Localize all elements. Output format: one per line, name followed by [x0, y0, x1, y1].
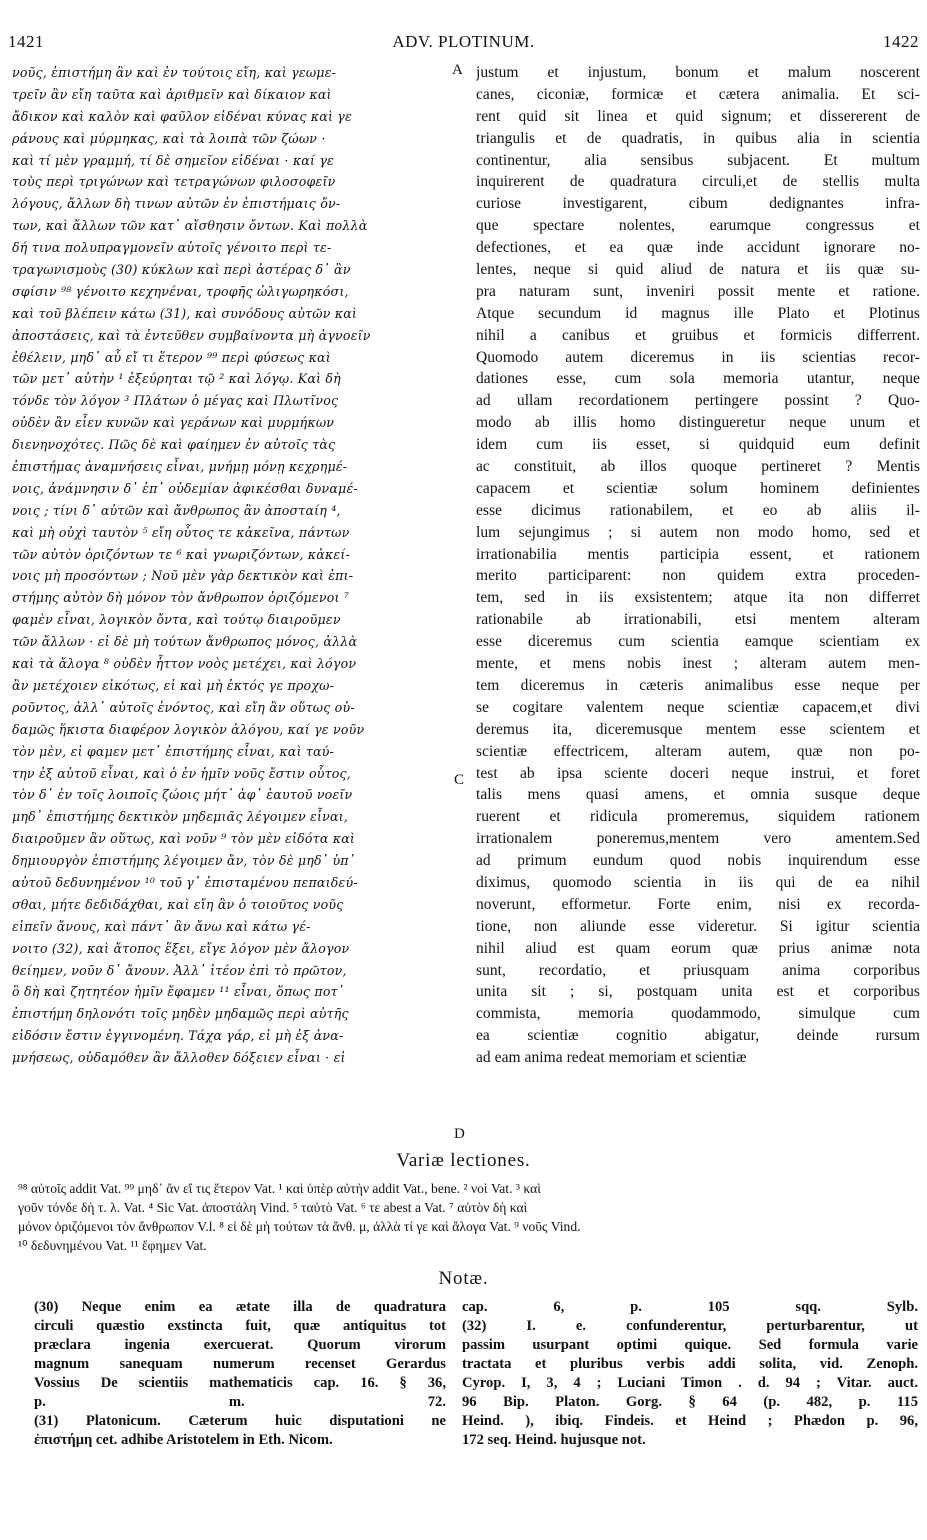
- latin-text-line: Quomodo autem diceremus in iis scientias recor-: [476, 348, 920, 366]
- note-line: 96 Bip. Platon. Gorg. § 64 (p. 482, p. 115: [462, 1394, 918, 1410]
- note-line: præclara ingenia exercuerat. Quorum virorum: [34, 1337, 446, 1353]
- greek-text-line: καὶ τοῦ βλέπειν κάτω (31), καὶ συνόδους αὐτῶν καὶ: [12, 305, 358, 321]
- note-line: ἐπιστήμη cet. adhibe Aristotelem in Eth. Nicom.: [34, 1432, 333, 1448]
- greek-text-line: εἰδόσιν ἔστιν ἐγγινομένη. Τάχα γάρ, εἰ μὴ ἐξ ἀνα-: [12, 1028, 344, 1044]
- greek-text-line: τὸν δ᾽ ἐν τοῖς λοιποῖς ζώοις μήτ᾽ ἀφ᾽ ἑαυτοῦ νοεῖν: [12, 787, 353, 803]
- latin-text-line: irrationabilia mentis participia essent, et rationem: [476, 545, 920, 563]
- greek-text-line: σθαι, μήτε δεδιδάχθαι, καὶ εἴη ἂν ὁ τοιοῦτος νοῦς: [12, 896, 344, 912]
- note-line: Vossius De scientiis mathematicis cap. 16. § 36,: [34, 1375, 446, 1391]
- varia-title: Variæ lectiones.: [396, 1150, 531, 1171]
- latin-text-line: scientiæ effectricem, alteram autem, quæ non po-: [476, 742, 920, 760]
- greek-text-line: μηδ᾽ ἐπιστήμης δεκτικὸν μηδεμιᾶς λέγοιμεν εἶναι,: [12, 809, 349, 825]
- greek-text-line: εἰπεῖν ἄνους, καὶ πάντ᾽ ἂν ἄνω καὶ κάτω γέ-: [12, 918, 311, 934]
- note-line: passim usurpant optimi quique. Sed formula varie: [462, 1337, 918, 1353]
- greek-text-column: [12, 62, 450, 1069]
- latin-text-line: tem diceremus in cæteris animalibus esse neque per: [476, 676, 920, 694]
- greek-text-line: αὐτοῦ δεδυνημένον ¹⁰ τοῦ γ᾽ ἐπισταμένου πεπαιδεύ-: [12, 874, 358, 890]
- greek-text-line: καὶ μὴ οὐχὶ ταυτὸν ⁵ εἴη οὗτος τε κἀκεῖνα, πάντων: [12, 524, 350, 540]
- note-line: circuli quæstio exstincta fuit, quæ antiquitus tot: [34, 1318, 446, 1334]
- notes-right-column: [462, 1298, 918, 1450]
- latin-text-line: tem, sed in iis exsistentem; atque ita non differret: [476, 589, 920, 607]
- greek-text-line: νοις ; τίνι δ᾽ αὐτῶν καὶ ἄνθρωπος ἂν ἀποσταίη ⁴,: [12, 502, 341, 518]
- latin-text-line: ruerent et ridicula promeremus, siquidem rationem: [476, 808, 920, 826]
- greek-text-line: των, καὶ ἄλλων τῶν κατ᾽ αἴσθησιν ὄντων. Καὶ πολλὰ: [12, 218, 368, 234]
- greek-text-line: τοὺς περὶ τριγώνων καὶ τετραγώνων φιλοσοφεῖν: [12, 174, 336, 190]
- greek-text-line: δαμῶς ἥκιστα διαφέρον λογικὸν ἀλόγου, καί γε νοῦν: [12, 721, 365, 737]
- latin-text-line: rent quid sit linea et quid signum; et dissererent de: [476, 107, 920, 125]
- variae-lectiones: [18, 1179, 918, 1255]
- latin-text-line: idem cum iis esset, si quidquid eum definit: [476, 436, 920, 454]
- greek-text-line: τόνδε τὸν λόγον ³ Πλάτων ὁ μέγας καὶ Πλωτῖνος: [12, 393, 339, 409]
- latin-text-line: unita sit ; si, postquam unita est et corporibus: [476, 983, 920, 1001]
- note-line: cap. 6, p. 105 sqq. Sylb.: [462, 1299, 918, 1315]
- latin-text-line: continentur, alia sensibus subjacent. Et multum: [476, 151, 920, 169]
- latin-text-line: deremus ita, diceremusque mentem esse scientem et: [476, 720, 920, 738]
- latin-text-line: ea scientiæ cognitio abigatur, deinde rursum: [476, 1027, 920, 1045]
- latin-text-line: dationes esse, cum sola memoria utantur, neque: [476, 370, 920, 388]
- greek-text-line: ἂν μετέχοιεν εἰκότως, εἰ καὶ μὴ ἐκτός γε προχω-: [12, 677, 335, 693]
- latin-text-line: se cogitare valentem neque scientiæ capacem,et divi: [476, 698, 920, 716]
- greek-text-line: τραγωνισμοὺς (30) κύκλων καὶ περὶ ἀστέρας δ᾽ ἂν: [12, 262, 351, 278]
- note-line: magnum sanequam numerum recenset Gerardus: [34, 1356, 446, 1372]
- latin-text-line: rationabile ab irrationabili, etsi mentem alteram: [476, 611, 920, 629]
- greek-text-line: την ἐξ αὐτοῦ εἶναι, καὶ ὁ ἐν ἡμῖν νοῦς ἔστιν οὗτος,: [12, 765, 351, 781]
- note-line: p. m. 72.: [34, 1394, 446, 1410]
- greek-text-line: νοιτο (32), καὶ ἄτοπος ἕξει, εἴγε λόγον μὲν ἄλογον: [12, 940, 350, 956]
- running-title: ADV. PLOTINUM.: [392, 32, 535, 51]
- varia-line: ⁹⁸ αὐτοῖς addit Vat. ⁹⁹ μηδ᾽ ἄν εἴ τις ἕτερον Vat. ¹ καὶ ὑπὲρ αὐτὴν addit Vat., bene. ² νοὶ Vat. ³ καὶ: [18, 1181, 541, 1196]
- varia-line: γοῦν τόνδε δὴ τ. λ. Vat. ⁴ Sic Vat. ἀποστάλη Vind. ⁵ ταὐτὸ Vat. ⁶ τε abest a Vat. ⁷ αὐτὸν δὴ καὶ: [18, 1200, 528, 1215]
- greek-text-line: σφίσιν ⁹⁸ γένοιτο κεχηνέναι, τροφῆς ὠλιγωρηκόσι,: [12, 283, 349, 299]
- note-line: (32) I. e. confunderentur, perturbarentur, ut: [462, 1318, 918, 1334]
- latin-text-line: tione, non aliunde esse videretur. Si igitur scientia: [476, 917, 920, 935]
- latin-text-line: nihil a canibus et gruibus et formicis differrent.: [476, 326, 920, 344]
- latin-text-line: lum sejungimus ; si autem non modo homo, sed et: [476, 523, 920, 541]
- section-marker-a: A: [452, 62, 463, 78]
- latin-text-column: [476, 62, 920, 1069]
- greek-text-line: νοῦς, ἐπιστήμη ἂν καὶ ἐν τούτοις εἴη, καὶ γεωμε-: [12, 65, 337, 80]
- greek-text-line: διενηνοχότες. Πῶς δὲ καὶ φαίημεν ἐν αὐτοῖς τὰς: [12, 437, 336, 453]
- latin-text-line: ac constituit, ab illos quoque pertineret ? Mentis: [476, 458, 920, 476]
- greek-text-line: τὸν μὲν, εἰ φαμεν μετ᾽ ἐπιστήμης εἶναι, καὶ ταύ-: [12, 743, 335, 759]
- latin-text-line: noverunt, efformetur. Forte enim, nisi ex recorda-: [476, 895, 920, 913]
- greek-text-line: ροῦντος, ἀλλ᾽ αὐτοῖς ἐνόντος, καὶ εἴη ἂν οὕτως οὐ-: [12, 699, 355, 715]
- greek-text-line: νοις, ἀνάμνησιν δ᾽ ἐπ᾽ οὐδεμίαν ἀφικέσθαι δυναμέ-: [12, 480, 358, 496]
- latin-text-line: esse dicimus rationabilem, et eo ab aliis il-: [476, 501, 920, 519]
- greek-text-line: ἀποστάσεις, καὶ τὰ ἐντεῦθεν συμβαίνοντα μὴ ἀγνοεῖν: [12, 327, 371, 343]
- latin-text-line: curiose investigarent, cibum dedignantes infra-: [476, 195, 920, 213]
- section-marker-d: D: [454, 1126, 465, 1142]
- note-line: (31) Platonicum. Cæterum huic disputationi ne: [34, 1413, 446, 1429]
- greek-text-line: δή τινα πολυπραγμονεῖν αὐτοῖς γένοιτο περὶ τε-: [12, 240, 332, 256]
- latin-text-line: sunt, recordatio, et priusquam anima corporibus: [476, 961, 920, 979]
- latin-text-line: talis mens quasi amens, et omnia susque deque: [476, 786, 920, 804]
- greek-text-line: θείημεν, νοῦν δ᾽ ἄνουν. Ἀλλ᾽ ἰτέον ἐπὶ τὸ πρῶτον,: [12, 962, 347, 978]
- varia-line: μόνον ὁριζόμενοι τὸν ἄνθρωπον V.l. ⁸ εἰ δὲ μὴ τούτων τὰ ἄνθ. μ, ἀλλὰ τί γε καὶ ἄλογα Vat. ⁹ νοῦς Vind.: [18, 1219, 581, 1234]
- greek-text-line: ἐπιστήμας ἀναμνήσεις εἶναι, μνήμῃ μόνῃ κεχρημέ-: [12, 459, 348, 475]
- greek-text-line: ἐπιστήμη δηλονότι τοῖς μηδὲν μηδαμῶς περὶ αὐτῆς: [12, 1006, 349, 1022]
- latin-text-line: pra naturam sunt, inveniri possit mente et ratione.: [476, 282, 920, 300]
- latin-text-line: commista, memoria quodammodo, simulque cum: [476, 1005, 920, 1023]
- note-line: 172 seq. Heind. hujusque not.: [462, 1432, 646, 1448]
- greek-text-line: φαμὲν εἶναι, λογικὸν ὄντα, καὶ τούτῳ διαιροῦμεν: [12, 612, 341, 628]
- notes-left-column: [34, 1298, 446, 1450]
- latin-text-line: nihil aliud est quam eorum quæ prius animæ nota: [476, 939, 920, 957]
- right-page-number: 1422: [883, 32, 919, 51]
- greek-text-line: τῶν ἄλλων · εἰ δὲ μὴ τούτων ἄνθρωπος μόνος, ἀλλὰ: [12, 634, 358, 650]
- greek-text-line: ἐθέλειν, μηδ᾽ αὖ εἴ τι ἕτερον ⁹⁹ περὶ φύσεως καὶ: [12, 349, 331, 365]
- greek-text-line: στήμης αὐτὸν δὴ μόνον τὸν ἄνθρωπον ὁριζόμενοι ⁷: [12, 590, 350, 606]
- greek-text-line: ὃ δὴ καὶ ζητητέον ἡμῖν ἔφαμεν ¹¹ εἶναι, ὅπως ποτ᾽: [12, 984, 345, 1000]
- latin-text-line: test ab ipsa sciente doceri neque instrui, et foret: [476, 764, 920, 782]
- greek-text-line: δημιουργὸν ἐπιστήμης λέγοιμεν ἄν, τὸν δὲ μηδ᾽ ὑπ᾽: [12, 853, 356, 869]
- latin-text-line: mente, et mens nobis inest ; alteram autem men-: [476, 655, 920, 673]
- left-page-number: 1421: [8, 32, 44, 51]
- latin-text-line: ad primum eundum quod nobis inquirendum esse: [476, 852, 920, 870]
- greek-text-line: καὶ τὰ ἄλογα ⁸ οὐδὲν ἧττον νοὸς μετέχει, καὶ λόγον: [12, 656, 357, 672]
- greek-text-line: μνήσεως, οὐδαμόθεν ἂν ἄλλοθεν δόξειεν εἶναι · εἰ: [12, 1050, 346, 1066]
- latin-text-line: capacem et scientiæ solum hominem definientes: [476, 479, 920, 497]
- note-line: (30) Neque enim ea ætate illa de quadratura: [34, 1299, 446, 1315]
- greek-text-line: ἄδικον καὶ καλὸν καὶ φαῦλον εἰδέναι κύνας καὶ γε: [12, 108, 352, 124]
- latin-text-line: merito participarent: non quidem extra proceden-: [476, 567, 920, 585]
- latin-text-line: defectiones, et ea quæ inde accidunt ignorare no-: [476, 239, 920, 257]
- greek-text-line: καὶ τί μὲν γραμμή, τί δὲ σημεῖον εἰδέναι · καί γε: [12, 152, 335, 168]
- latin-text-line: esse diceremus cum scientia eamque scientiam ex: [476, 633, 920, 651]
- greek-text-line: τῶν αὐτὸν ὁριζόντων τε ⁶ καὶ γνωριζόντων, κἀκεί-: [12, 546, 350, 562]
- note-line: tractata et pluribus verbis addi solita, vid. Zenoph.: [462, 1356, 918, 1372]
- latin-text-line: irrationalem poneremus,mentem vero amentem.Sed: [476, 830, 920, 848]
- latin-text-line: justum et injustum, bonum et malum noscerent: [476, 64, 920, 81]
- greek-text-line: οὐδὲν ἂν εἶεν κυνῶν καὶ γεράνων καὶ μυρμήκων: [12, 415, 335, 431]
- latin-text-line: ad eam anima redeat memoriam et scientiæ: [476, 1049, 747, 1067]
- section-marker-c: C: [454, 772, 465, 788]
- notae-title: Notæ.: [438, 1268, 489, 1289]
- latin-text-line: Atque secundum id magnus ille Plato et Plotinus: [476, 304, 920, 322]
- latin-text-line: triangulis et de quadratis, in quibus alia in scientia: [476, 129, 920, 147]
- greek-text-line: νοις μὴ προσόντων ; Νοῦ μὲν γὰρ δεκτικὸν καὶ ἐπι-: [12, 568, 354, 584]
- greek-text-line: διαιροῦμεν ἂν οὕτως, καὶ νοῦν ⁹ τὸν μὲν εἰδότα καὶ: [12, 831, 356, 847]
- greek-text-line: λόγους, ἄλλων δὴ τινων αὐτῶν ἐν ἐπιστήμαις ὄν-: [12, 196, 341, 212]
- latin-text-line: modo ab illis homo distingueretur neque unum et: [476, 414, 920, 432]
- greek-text-line: ράνους καὶ μύρμηκας, καὶ τὰ λοιπὰ τῶν ζώων ·: [12, 130, 326, 146]
- greek-text-line: τρεῖν ἂν εἴη ταῦτα καὶ ἀριθμεῖν καὶ δίκαιον καὶ: [12, 86, 332, 102]
- latin-text-line: lentes, neque si quid aliud de natura et iis quæ su-: [476, 261, 920, 279]
- varia-line: ¹⁰ δεδυνημένου Vat. ¹¹ ἔφημεν Vat.: [18, 1238, 207, 1253]
- note-line: Cyrop. I, 3, 4 ; Luciani Timon . d. 94 ; Vitar. auct.: [462, 1375, 918, 1391]
- note-line: Heind. ), ibiq. Findeis. et Heind ; Phædon p. 96,: [462, 1413, 918, 1429]
- latin-text-line: inquirerent de quadratura circuli,et de stellis multa: [476, 173, 920, 191]
- greek-text-line: τῶν μετ᾽ αὐτὴν ¹ ἐξεύρηται τῷ ² καὶ λόγῳ. Καὶ δὴ: [12, 371, 341, 387]
- latin-text-line: que spectare nolentes, earumque congressus et: [476, 217, 920, 235]
- latin-text-line: diximus, quomodo scientia in iis qui de ea nihil: [476, 873, 920, 891]
- latin-text-line: ad ullam recordationem pertingere possint ? Quo-: [476, 392, 920, 410]
- page-header: [8, 32, 919, 54]
- latin-text-line: canes, ciconiæ, formicæ et cætera animalia. Et sci-: [476, 85, 920, 103]
